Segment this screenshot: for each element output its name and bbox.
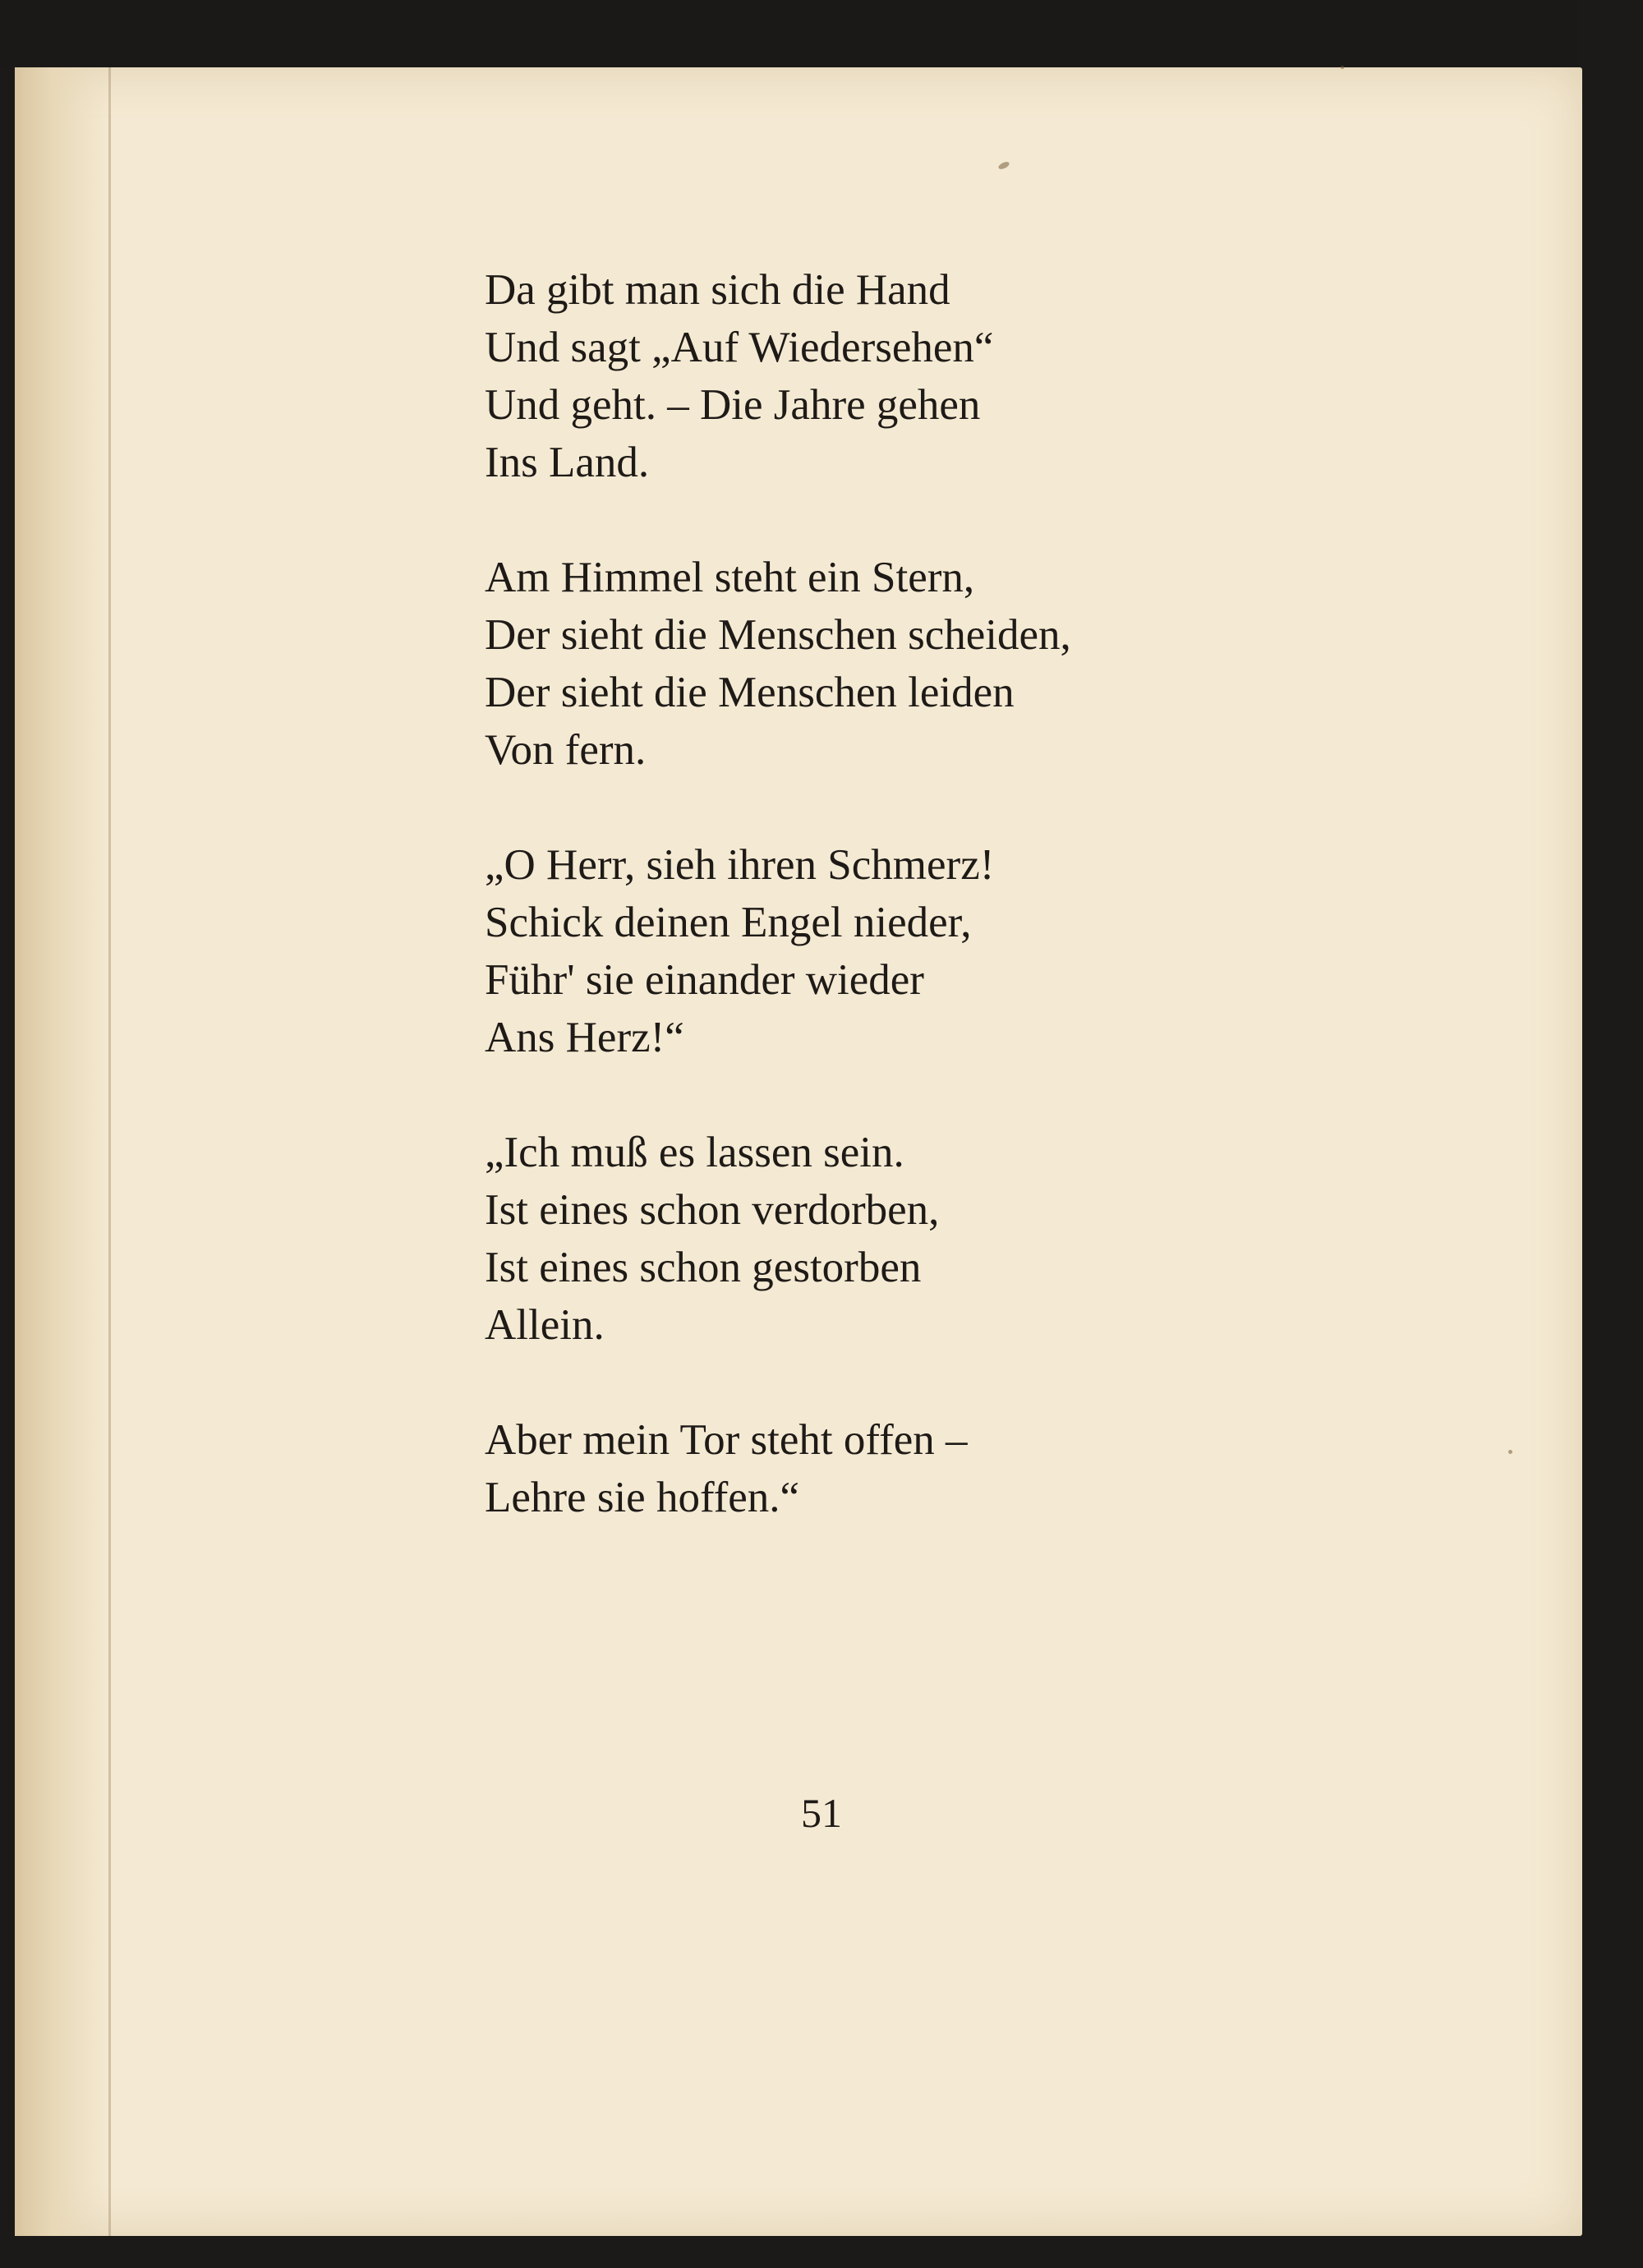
stanza-1 — [485, 261, 1071, 491]
poem-line: Der sieht die Menschen scheiden, — [485, 611, 1071, 659]
poem-line: Führ' sie einander wieder — [485, 956, 924, 1004]
poem-line: Am Himmel steht ein Stern, — [485, 554, 975, 601]
poem-line: „Ich muß es lassen sein. — [485, 1129, 904, 1176]
poem-line: Ist eines schon verdorben, — [485, 1186, 940, 1234]
poem-line: Schick deinen Engel nieder, — [485, 899, 972, 946]
stanza-4 — [485, 1124, 1071, 1354]
poem-line: Aber mein Tor steht offen – — [485, 1416, 968, 1464]
spine-crease — [108, 67, 111, 2236]
poem-line: Und sagt „Auf Wiedersehen“ — [485, 324, 994, 371]
poem — [485, 261, 1071, 1584]
page-number: 51 — [801, 1790, 842, 1836]
poem-line: Ans Herz!“ — [485, 1014, 684, 1061]
stanza-3 — [485, 836, 1071, 1066]
poem-line: „O Herr, sieh ihren Schmerz! — [485, 841, 995, 889]
poem-line: Lehre sie hoffen.“ — [485, 1474, 800, 1521]
scan-backdrop-right — [1577, 0, 1643, 2268]
stanza-2 — [485, 549, 1071, 779]
paper-speck — [1508, 1450, 1512, 1454]
poem-line: Und geht. – Die Jahre gehen — [485, 381, 981, 429]
poem-line: Von fern. — [485, 726, 647, 774]
stanza-5 — [485, 1411, 1071, 1526]
scan-backdrop-top — [0, 0, 1643, 66]
poem-line: Da gibt man sich die Hand — [485, 266, 950, 314]
paper-speck — [1341, 66, 1344, 69]
page-gutter-shading — [15, 67, 110, 2236]
poem-line: Der sieht die Menschen leiden — [485, 669, 1015, 716]
poem-line: Ist eines schon gestorben — [485, 1244, 922, 1291]
poem-line: Allein. — [485, 1301, 605, 1349]
poem-line: Ins Land. — [485, 439, 650, 486]
